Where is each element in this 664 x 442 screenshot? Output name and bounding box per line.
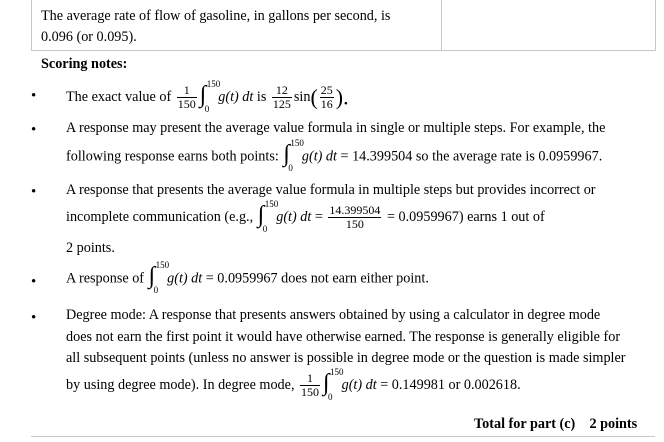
lower-limit: 0 bbox=[288, 163, 293, 173]
bullet-icon: • bbox=[31, 274, 37, 290]
fraction bbox=[272, 84, 292, 111]
integrand: g(t) dt bbox=[276, 208, 312, 225]
note-5-result: = 0.149981 or 0.002618. bbox=[380, 376, 521, 393]
note-3-result: = 0.0959967) earns 1 out of bbox=[386, 208, 545, 225]
note-4 bbox=[66, 260, 429, 295]
bullet-icon: • bbox=[31, 310, 37, 326]
numerator: 1 bbox=[177, 84, 197, 98]
integral-sign: ∫ 150 0 bbox=[148, 260, 170, 295]
note-5-line-1: Degree mode: A response that presents answers obtained by using a calculator in degree mode bbox=[66, 307, 601, 323]
upper-limit: 150 bbox=[264, 198, 279, 209]
lower-limit: 0 bbox=[153, 285, 159, 295]
note-5-text: by using degree mode). In degree mode, bbox=[66, 376, 295, 393]
answer-text bbox=[41, 6, 431, 48]
note-2-line-2 bbox=[66, 138, 603, 173]
bullet-icon: • bbox=[31, 122, 37, 138]
lower-limit: 0 bbox=[328, 391, 333, 402]
note-4-text: A response of bbox=[66, 270, 145, 287]
numerator: 1 bbox=[300, 372, 320, 386]
note-3-line-1: A response that presents the average value formula in multiple steps but provides incorrect or bbox=[66, 182, 596, 198]
note-2-line-1: A response may present the average value formula in single or multiple steps. For example, the bbox=[66, 120, 606, 136]
answer-line-1: The average rate of flow of gasoline, in gallons per second, is bbox=[41, 8, 391, 24]
bottom-rule bbox=[31, 436, 655, 437]
note-4-result: = 0.0959967 does not earn either point. bbox=[205, 270, 429, 287]
note-1-text: The exact value of bbox=[66, 88, 172, 105]
integrand: g(t) dt bbox=[301, 148, 337, 165]
upper-limit: 150 bbox=[206, 78, 221, 89]
lower-limit: 0 bbox=[262, 223, 268, 234]
bullet-icon: • bbox=[31, 184, 37, 200]
numerator: 25 bbox=[320, 83, 333, 97]
integral-sign: ∫ 150 0 bbox=[323, 366, 344, 402]
note-1: The exact value of $\frac{1}{150}$ ∫ 150 0 g(t) dt is $\frac{12}{125}$ sin( $\frac{25}{16}$ ). bbox=[66, 78, 349, 114]
denominator: 125 bbox=[272, 97, 291, 111]
total-points: Total for part (c) 2 points bbox=[474, 416, 638, 432]
table-border bbox=[655, 0, 656, 50]
fraction bbox=[177, 84, 197, 111]
is-text: is bbox=[256, 88, 267, 105]
upper-limit: 150 bbox=[155, 260, 170, 270]
scoring-notes-title: Scoring notes: bbox=[41, 56, 128, 72]
note-2-result: = 14.399504 so the average rate is 0.0959967. bbox=[340, 148, 603, 165]
integral-sign: ∫ 150 0 bbox=[257, 198, 279, 234]
note-2-text: following response earns both points: bbox=[66, 148, 279, 165]
answer-line-2: 0.096 (or 0.095). bbox=[41, 29, 137, 45]
denominator: 150 bbox=[301, 385, 320, 399]
note-5-line-4 bbox=[66, 366, 521, 402]
upper-limit: 150 bbox=[290, 138, 304, 148]
denominator: 16 bbox=[320, 97, 333, 111]
fraction bbox=[328, 204, 381, 231]
sin-text: sin bbox=[293, 88, 311, 105]
numerator: 14.399504 bbox=[329, 203, 381, 217]
denominator: 150 bbox=[177, 97, 196, 111]
integrand: g(t) dt bbox=[341, 376, 377, 393]
integral-sign: ∫ 150 0 bbox=[199, 78, 221, 114]
lower-limit: 0 bbox=[204, 103, 210, 114]
note-3-line-3: 2 points. bbox=[66, 240, 115, 256]
denominator: 150 bbox=[345, 217, 364, 231]
note-5-line-3: all subsequent points (unless no answer is possible in degree mode or the question is made simpler bbox=[66, 350, 626, 366]
note-3-text: incomplete communication (e.g., bbox=[66, 208, 254, 225]
table-divider bbox=[441, 0, 442, 50]
upper-limit: 150 bbox=[330, 366, 344, 377]
integrand: g(t) dt bbox=[167, 270, 203, 287]
note-3-line-2: incomplete communication (e.g., ∫ 150 0 g(t) dt = $\frac{14.399504}{150}$ = 0.0959967) earns 1 out of bbox=[66, 198, 545, 234]
numerator: 12 bbox=[272, 84, 292, 98]
fraction bbox=[300, 372, 320, 399]
bullet-icon: • bbox=[31, 88, 37, 104]
fraction bbox=[320, 84, 334, 111]
note-5-line-2: does not earn the first point it would have otherwise earned. The response is generally eligible for bbox=[66, 329, 621, 345]
integral-sign: ∫ 150 0 bbox=[283, 138, 304, 173]
integrand: g(t) dt bbox=[218, 88, 254, 105]
